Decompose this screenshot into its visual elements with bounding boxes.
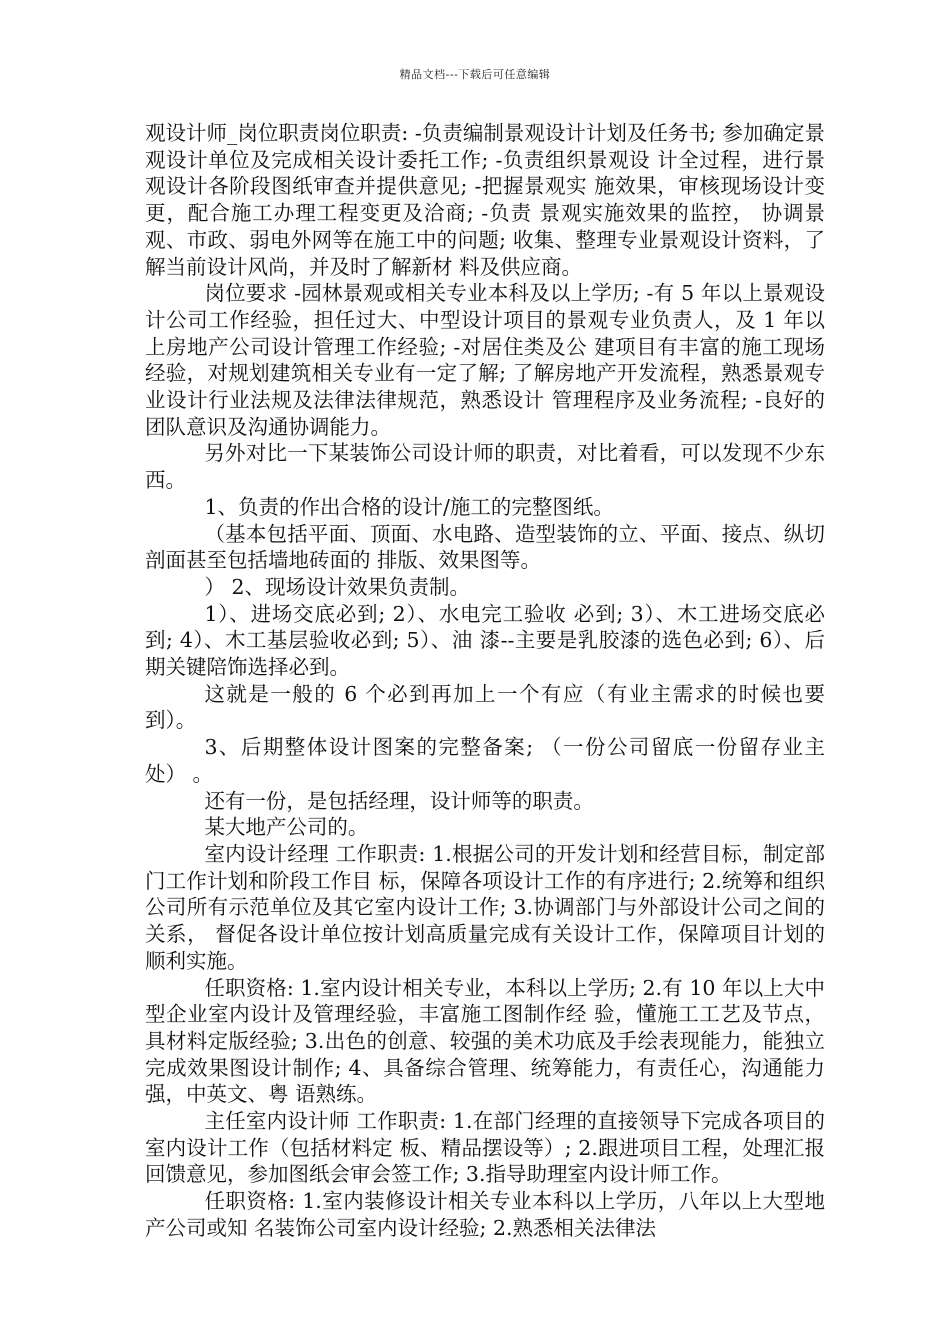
paragraph-chief-designer-duties: 主任室内设计师 工作职责: 1.在部门经理的直接领导下完成各项目的室内设计工作（包括材料定 板、精品摆设等）; 2.跟进项目工程，处理汇报回馈意见，参加图纸会审会签工作; 3.指导助理室内设计师工作。 (145, 1109, 825, 1187)
paragraph-comparison-intro: 另外对比一下某装饰公司设计师的职责，对比着看，可以发现不少东 西。 (145, 441, 825, 493)
document-body (145, 120, 825, 1242)
paragraph-interior-manager-qualifications: 任职资格: 1.室内设计相关专业，本科以上学历; 2.有 10 年以上大中型企业室内设计及管理经验，丰富施工图制作经 验，懂施工工艺及节点，具材料定版经验; 3.出色的创意、较强的美术功底及手绘表现能力，能独立完成效果图设计制作; 4、具备综合管理、统筹能力，有责任心，沟通能力强，中英文、粤 语熟练。 (145, 975, 825, 1107)
paragraph-another-set: 还有一份，是包括经理，设计师等的职责。 (204, 788, 594, 813)
paragraph-item-3: 3、后期整体设计图案的完整备案; （一份公司留底一份留存业主处） 。 (145, 735, 825, 786)
paragraph-landscape-requirements: 岗位要求 -园林景观或相关专业本科及以上学历; -有 5 年以上景观设计公司工作经验，担任过大、中型设计项目的景观专业负责人，及 1 年以上房地产公司设计管理工作经验; -对居住类及公 建项目有丰富的施工现场经验，对规划建筑相关专业有一定了解; 了解房地产开发流程，熟悉景观专业设计行业法规及法律法律规范，熟悉设计 管理程序及业务流程; -良好的团队意识及沟通协调能力。 (145, 281, 825, 439)
paragraph-landscape-duties: 观设计师_岗位职责岗位职责: -负责编制景观设计计划及任务书; 参加确定景观设计单位及完成相关设计委托工作; -负责组织景观设 计全过程，进行景观设计各阶段图纸审查并提供意见; -把握景观实 施效果，审核现场设计变更，配合施工办理工程变更及洽商; -负责 景观实施效果的监控， 协调景观、市政、弱电外网等在施工中的问题; 收集、整理专业景观设计资料，了解当前设计风尚，并及时了解新材 料及供应商。 (145, 121, 825, 279)
paragraph-six-musts: 这就是一般的 6 个必到再加上一个有应（有业主需求的时候也要到）。 (145, 681, 825, 733)
paragraph-interior-manager-duties: 室内设计经理 工作职责: 1.根据公司的开发计划和经营目标，制定部门工作计划和阶段工作目 标，保障各项设计工作的有序进行; 2.统筹和组织公司所有示范单位及其它室内设计工作; 3.协调部门与外部设计公司之间的关系， 督促各设计单位按计划高质量完成有关设计工作，保障项目计划的顺利实施。 (145, 841, 825, 973)
page-header: 精品文档---下载后可任意编辑 (399, 68, 551, 81)
paragraph-item-2-detail: 1）、进场交底必到; 2）、水电完工验收 必到; 3）、木工进场交底必到; 4）、木工基层验收必到; 5）、油 漆--主要是乳胶漆的选色必到; 6）、后期关键陪饰选择必到。 (145, 601, 825, 680)
paragraph-company: 某大地产公司的。 (204, 815, 369, 840)
paragraph-chief-designer-qualifications: 任职资格: 1.室内装修设计相关专业本科以上学历，八年以上大型地产公司或知 名装饰公司室内设计经验; 2.熟悉相关法律法 (145, 1189, 825, 1240)
paragraph-item-1-detail: （基本包括平面、顶面、水电路、造型装饰的立、平面、接点、纵切剖面甚至包括墙地砖面的 排版、效果图等。 (145, 521, 825, 573)
paragraph-item-1: 1、负责的作出合格的设计/施工的完整图纸。 (204, 494, 614, 519)
paragraph-item-2: ） 2、现场设计效果负责制。 (204, 574, 470, 599)
